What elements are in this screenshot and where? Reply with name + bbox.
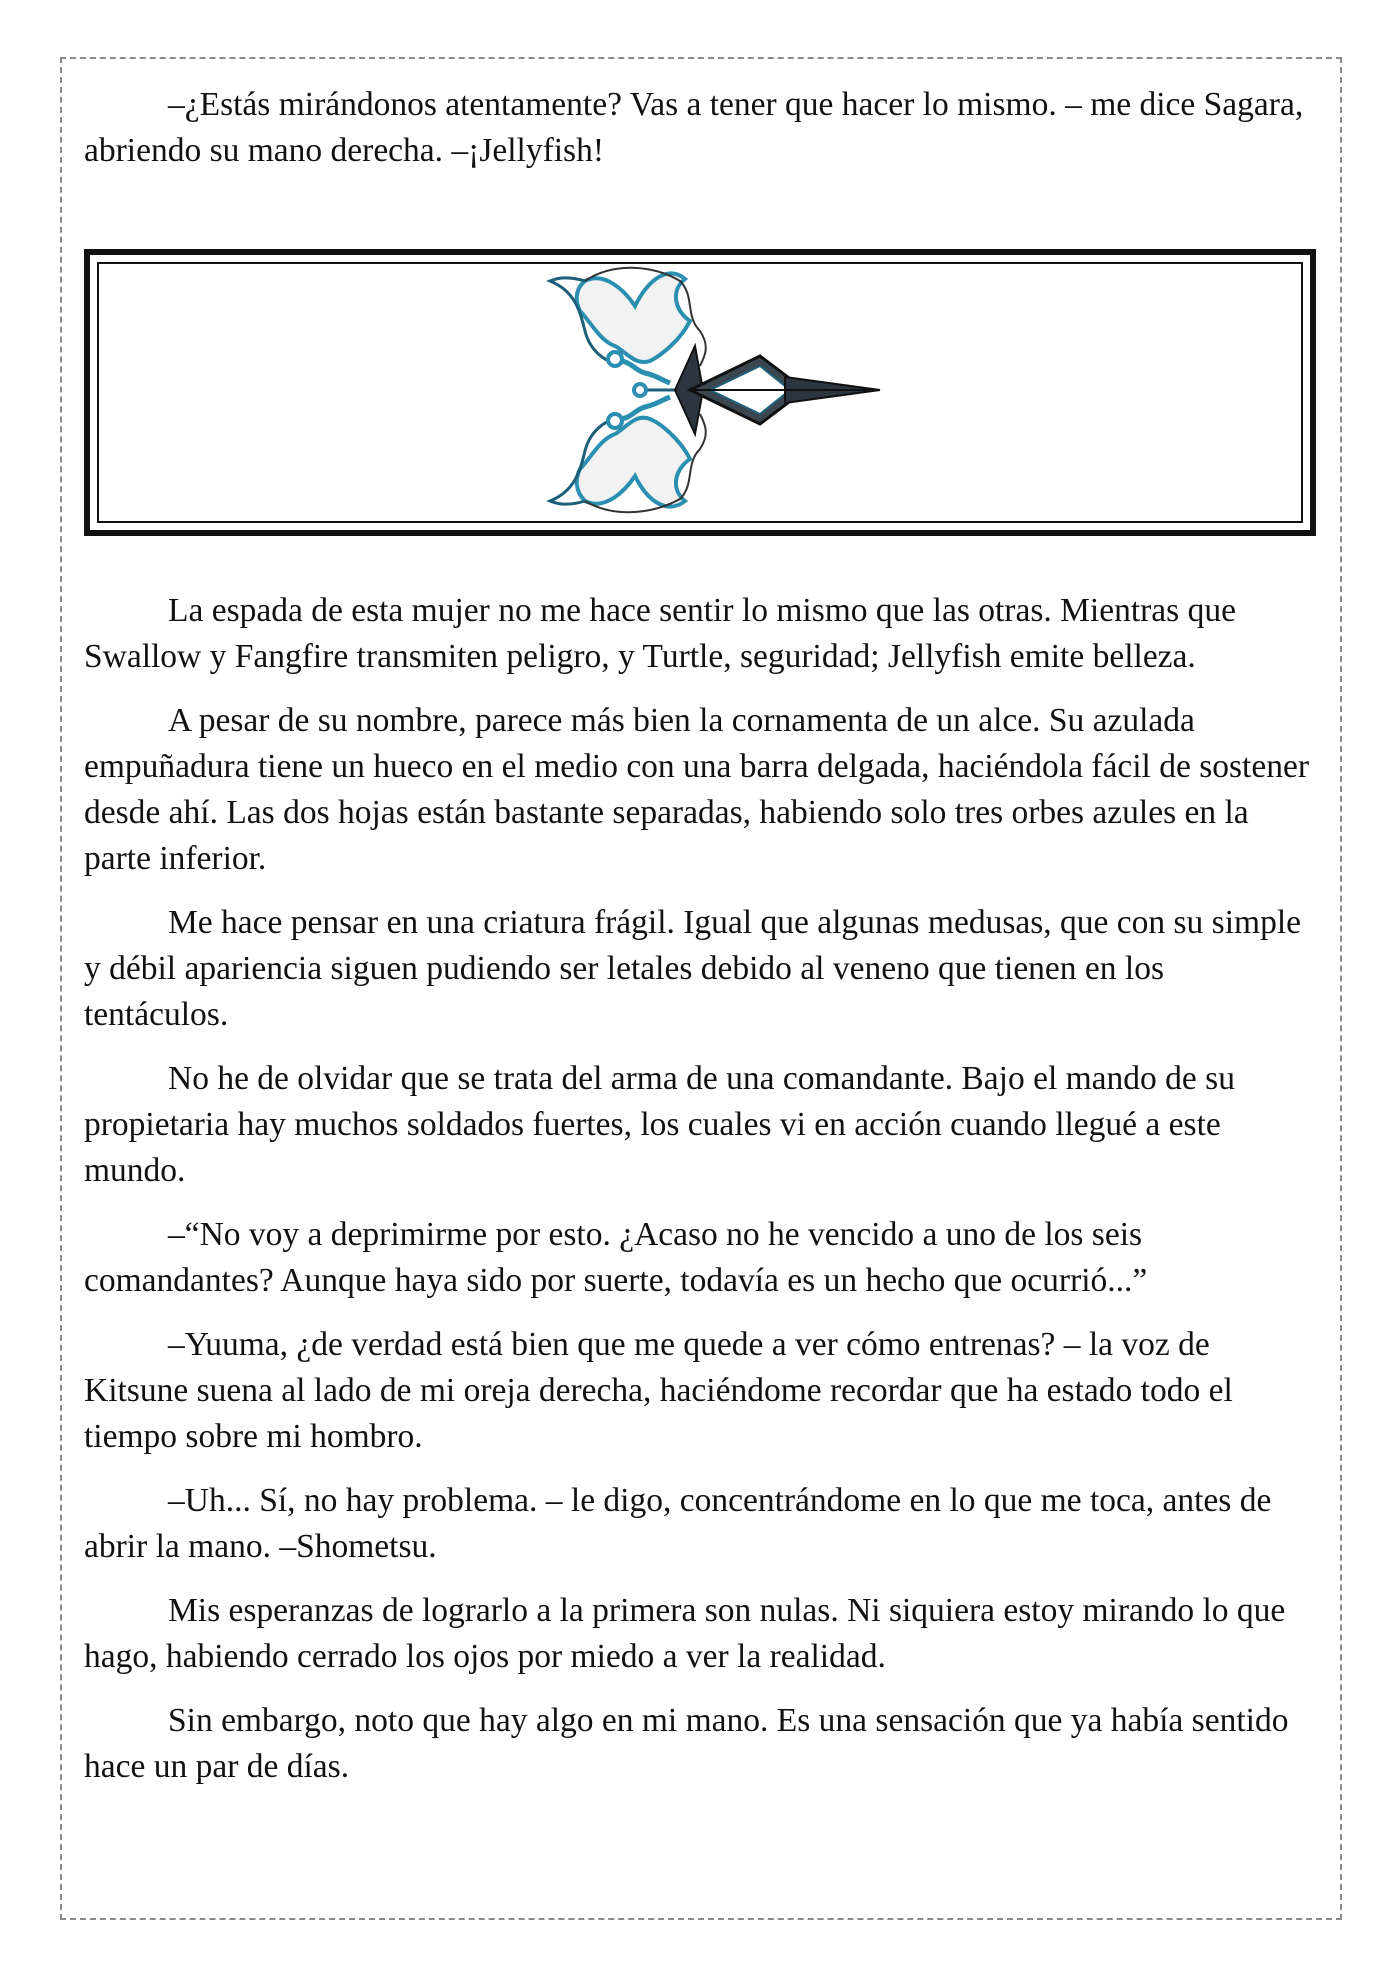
jellyfish-sword-icon bbox=[485, 261, 925, 516]
top-text bbox=[84, 82, 1316, 174]
illustration-frame bbox=[84, 249, 1316, 536]
paragraph: –Uh... Sí, no hay problema. – le digo, concentrándome en lo que me toca, antes de abrir la mano. –Shometsu. bbox=[84, 1482, 1272, 1565]
paragraph: –“No voy a deprimirme por esto. ¿Acaso no he vencido a uno de los seis comandantes? Aunque haya sido por suerte, todavía es un hecho que ocurrió...” bbox=[84, 1216, 1148, 1299]
paragraph: La espada de esta mujer no me hace sentir lo mismo que las otras. Mientras que Swallow y Fangfire transmiten peligro, y Turtle, seguridad; Jellyfish emite belleza. bbox=[84, 592, 1236, 675]
paragraph: A pesar de su nombre, parece más bien la cornamenta de un alce. Su azulada empuñadura tiene un hueco en el medio con una barra delgada, haciéndola fácil de sostener desde ahí. Las dos hojas están bastante separadas, habiendo solo tres orbes azules en la parte inferior. bbox=[84, 702, 1310, 877]
paragraph: Mis esperanzas de lograrlo a la primera son nulas. Ni siquiera estoy mirando lo que hago, habiendo cerrado los ojos por miedo a ver la realidad. bbox=[84, 1592, 1286, 1675]
body-text bbox=[84, 588, 1316, 1790]
paragraph: –¿Estás mirándonos atentamente? Vas a tener que hacer lo mismo. – me dice Sagara, abriendo su mano derecha. –¡Jellyfish! bbox=[84, 86, 1304, 169]
paragraph: No he de olvidar que se trata del arma de una comandante. Bajo el mando de su propietaria hay muchos soldados fuertes, los cuales vi en acción cuando llegué a este mundo. bbox=[84, 1060, 1235, 1189]
paragraph: Sin embargo, noto que hay algo en mi mano. Es una sensación que ya había sentido hace un par de días. bbox=[84, 1702, 1289, 1785]
paragraph: Me hace pensar en una criatura frágil. Igual que algunas medusas, que con su simple y débil apariencia siguen pudiendo ser letales debido al veneno que tienen en los tentáculos. bbox=[84, 904, 1302, 1033]
paragraph: –Yuuma, ¿de verdad está bien que me quede a ver cómo entrenas? – la voz de Kitsune suena al lado de mi oreja derecha, haciéndome recordar que ha estado todo el tiempo sobre mi hombro. bbox=[84, 1326, 1233, 1455]
